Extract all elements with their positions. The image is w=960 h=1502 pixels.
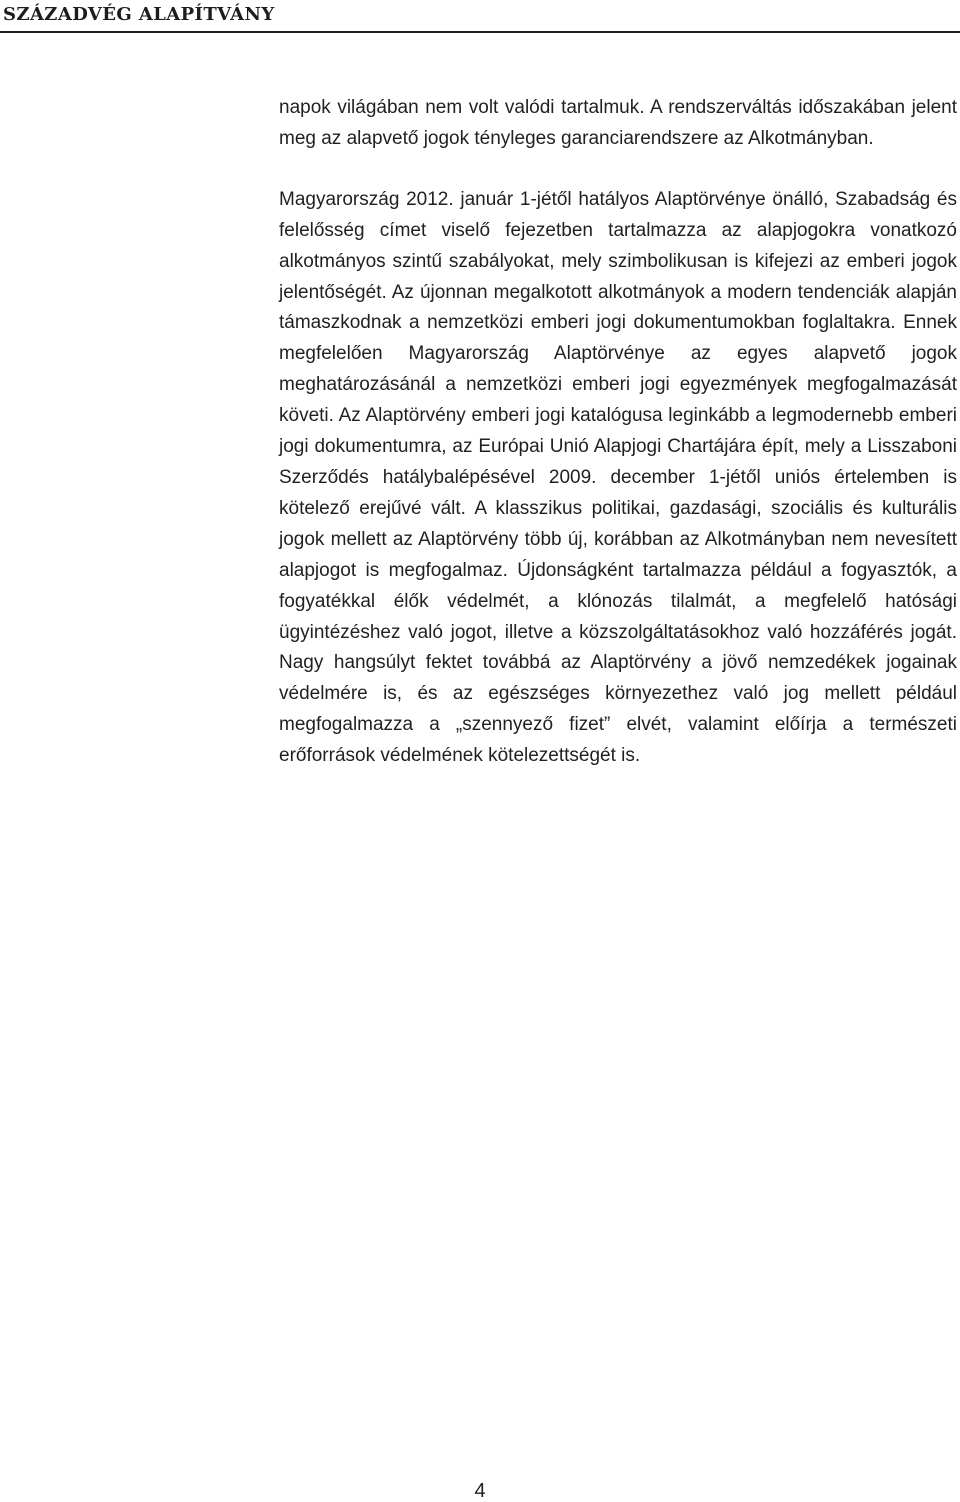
running-header xyxy=(0,0,960,32)
header-rule xyxy=(0,31,960,33)
paragraph-2: Magyarország 2012. január 1-jétől hatályos Alaptörvénye önálló, Szabadság és felelősség címet viselő fejezetben tartalmazza az alapjogokra vonatkozó alkotmányos szintű szabályokat, mely szimbolikusan is kifejezi az emberi jogok jelentőségét. Az újonnan megalkotott alkotmányok a modern tendenciák alapján támaszkodnak a nemzetközi emberi jogi dokumentumokban foglaltakra. Ennek megfelelően Magyarország Alaptörvénye az egyes alapvető jogok meghatározásánál a nemzetközi emberi jogi egyezmények megfogalmazását követi. Az Alaptörvény emberi jogi katalógusa leginkább a legmodernebb emberi jogi dokumentumra, az Európai Unió Alapjogi Chartájára épít, mely a Lisszaboni Szerződés hatálybalépésével 2009. december 1-jétől uniós értelemben is kötelező erejűvé vált. A klasszikus politikai, gazdasági, szociális és kulturális jogok mellett az Alaptörvény több új, korábban az Alkotmányban nem nevesített alapjogot is megfogalmaz. Újdonságként tartalmazza például a fogyasztók, a fogyatékkal élők védelmét, a klónozás tilalmát, a megfelelő hatósági ügyintézéshez való jogot, illetve a közszolgáltatásokhoz való hozzáférés jogát. Nagy hangsúlyt fektet továbbá az Alaptörvény a jövő nemzedékek jogainak védelmére is, és az egészséges környezethez való jog mellett például megfogalmazza a „szennyező fizet” elvét, valamint előírja a természeti erőforrások védelmének kötelezettségét is. xyxy=(279,188,957,767)
paragraph-1: napok világában nem volt valódi tartalmuk. A rendszerváltás időszakában jelent meg az alapvető jogok tényleges garanciarendszere az Alkotmányban. xyxy=(279,97,957,149)
page-number: 4 xyxy=(474,1480,486,1502)
body-text xyxy=(279,93,957,772)
header-title: SZÁZADVÉG ALAPÍTVÁNY xyxy=(3,4,275,25)
